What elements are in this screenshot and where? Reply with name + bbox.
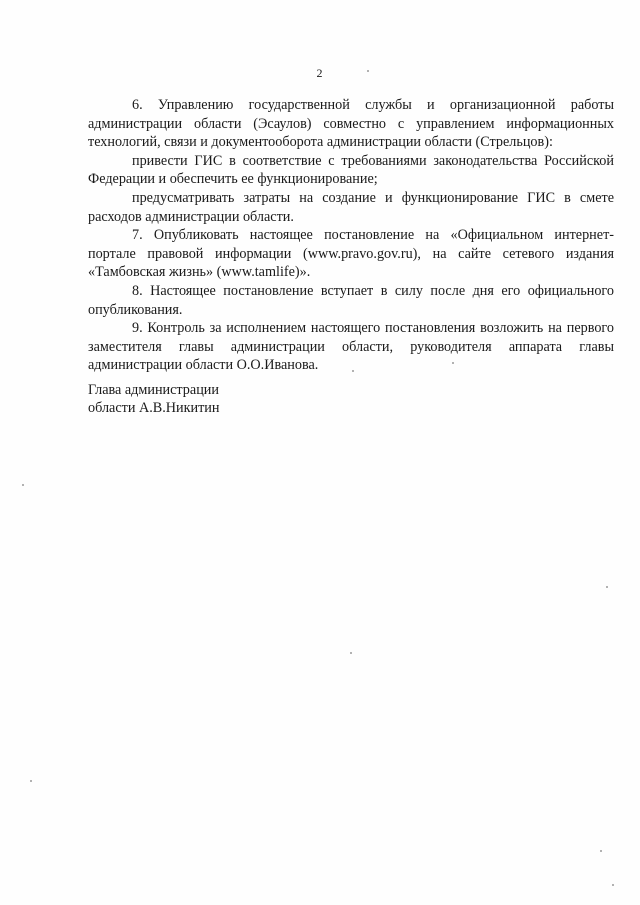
scan-speck [600, 850, 602, 852]
document-body [88, 96, 614, 375]
paragraph-item-8: 8. Настоящее постановление вступает в силу после дня его официального опубликования. [88, 282, 614, 318]
scan-speck [606, 586, 608, 588]
page-number: 2 [316, 66, 324, 80]
scan-speck [350, 652, 352, 654]
paragraph-gis-budget: предусматривать затраты на создание и функционирование ГИС в смете расходов администрации области. [88, 189, 614, 225]
paragraph-item-9: 9. Контроль за исполнением настоящего постановления возложить на первого заместителя главы администрации области, руководителя аппарата главы администрации области О.О.Иванова. [88, 320, 614, 374]
signature-block [88, 381, 219, 417]
paragraph-gis-compliance: привести ГИС в соответствие с требованиями законодательства Российской Федерации и обеспечить ее функционирование; [88, 152, 614, 188]
scan-speck [452, 362, 454, 364]
scan-speck [30, 780, 32, 782]
scan-speck [612, 884, 614, 886]
scan-speck [352, 370, 354, 372]
signature-name: области А.В.Никитин [88, 400, 220, 416]
paragraph-item-7: 7. Опубликовать настоящее постановление на «Официальном интернет-портале правовой информации (www.pravo.gov.ru), на сайте сетевого издания «Тамбовская жизнь» (www.tamlife)». [88, 227, 614, 281]
paragraph-item-6: 6. Управлению государственной службы и организационной работы администрации области (Эсаулов) совместно с управлением информационных технологий, связи и документооборота администрации области (Стрельцов): [88, 97, 614, 151]
scan-speck [367, 70, 369, 72]
scan-speck [22, 484, 24, 486]
signature-title: Глава администрации [88, 382, 219, 398]
